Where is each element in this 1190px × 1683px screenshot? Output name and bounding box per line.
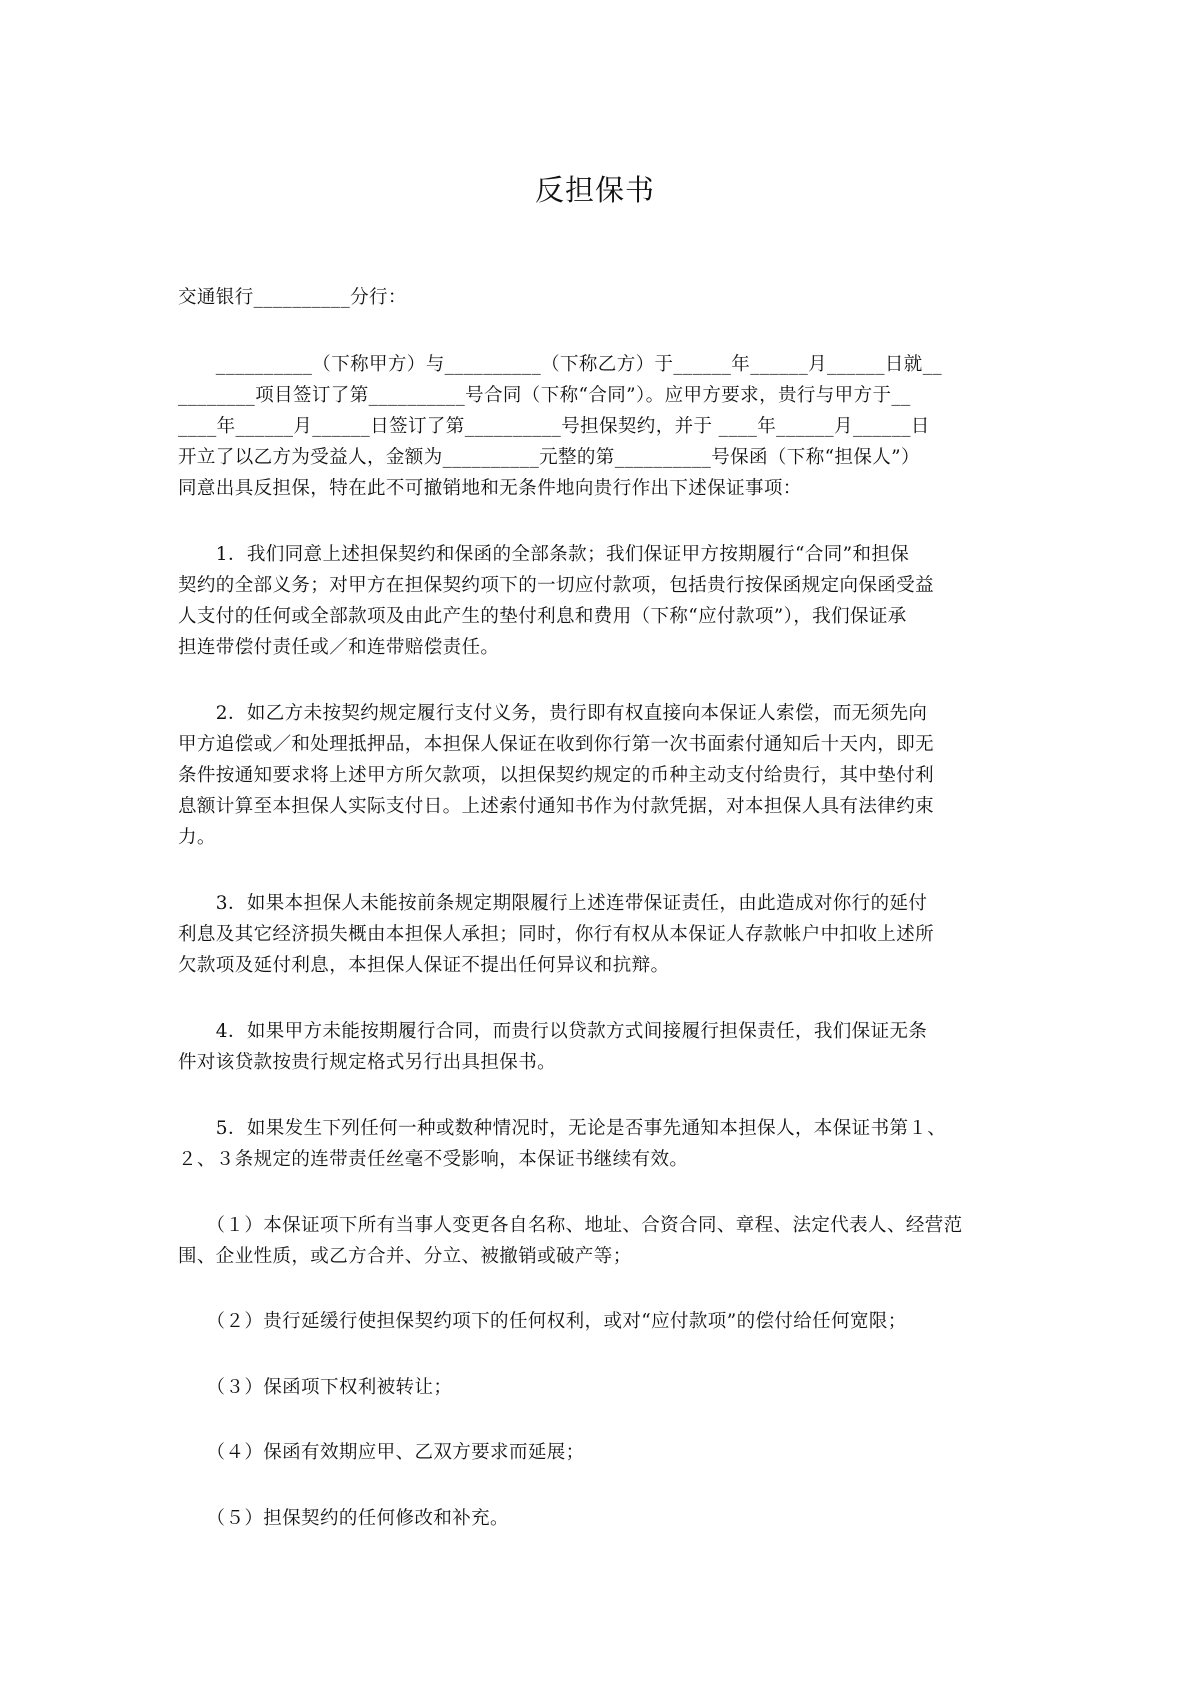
- clause-line: 契约的全部义务；对甲方在担保契约项下的一切应付款项，包括贵行按保函规定向保函受益: [178, 575, 935, 596]
- clause-line: 担连带偿付责任或／和连带赔偿责任。: [178, 637, 500, 658]
- clause-line: 力。: [178, 827, 216, 848]
- sub-item-5: （５）担保契约的任何修改和补充。: [178, 1508, 509, 1529]
- clause-line: 3．如果本担保人未能按前条规定期限履行上述连带保证责任，由此造成对你行的延付: [178, 893, 928, 914]
- clause-line: 利息及其它经济损失概由本担保人承担；同时，你行有权从本保证人存款帐户中扣收上述所: [178, 924, 935, 945]
- intro-line: ________项目签订了第__________号合同（下称“合同”）。应甲方要求，贵行与甲方于__: [178, 385, 911, 406]
- document-title: 反担保书: [534, 173, 655, 207]
- intro-line: 开立了以乙方为受益人，金额为__________元整的第__________号保函（下称“担保人”）: [178, 447, 920, 468]
- clause-line: 人支付的任何或全部款项及由此产生的垫付利息和费用（下称“应付款项”），我们保证承: [178, 606, 907, 627]
- clause-line: 4．如果甲方未能按期履行合同，而贵行以贷款方式间接履行担保责任，我们保证无条: [178, 1021, 928, 1042]
- clause-line: 息额计算至本担保人实际支付日。上述索付通知书作为付款凭据，对本担保人具有法律约束: [178, 796, 935, 817]
- sub-item-2: （２）贵行延缓行使担保契约项下的任何权利，或对“应付款项”的偿付给任何宽限；: [178, 1311, 907, 1332]
- clause-line: 甲方追偿或／和处理抵押品，本担保人保证在收到你行第一次书面索付通知后十天内，即无: [178, 734, 935, 755]
- clause-line: 5．如果发生下列任何一种或数种情况时，无论是否事先通知本担保人，本保证书第１、: [178, 1118, 947, 1139]
- sub-item-3: （３）保函项下权利被转让；: [178, 1377, 453, 1398]
- intro-line: __________（下称甲方）与__________（下称乙方）于______年______月______日就__: [178, 354, 943, 375]
- salutation: 交通银行__________分行：: [178, 287, 407, 308]
- sub-item-line: （１）本保证项下所有当事人变更各自名称、地址、合资合同、章程、法定代表人、经营范: [178, 1215, 963, 1236]
- sub-item-4: （４）保函有效期应甲、乙双方要求而延展；: [178, 1442, 585, 1463]
- intro-line: 同意出具反担保，特在此不可撤销地和无条件地向贵行作出下述保证事项：: [178, 478, 802, 499]
- intro-line: ____年______月______日签订了第__________号担保契约，并于 ____年______月______日: [178, 416, 930, 437]
- clause-line: 1．我们同意上述担保契约和保函的全部条款；我们保证甲方按期履行“合同”和担保: [178, 544, 910, 565]
- clause-line: 2．如乙方未按契约规定履行支付义务，贵行即有权直接向本保证人索偿，而无须先向: [178, 703, 928, 724]
- clause-line: ２、３条规定的连带责任丝毫不受影响，本保证书继续有效。: [178, 1149, 689, 1170]
- clause-line: 件对该贷款按贵行规定格式另行出具担保书。: [178, 1052, 557, 1073]
- clause-line: 欠款项及延付利息，本担保人保证不提出任何异议和抗辩。: [178, 955, 670, 976]
- sub-item-line: 围、企业性质，或乙方合并、分立、被撤销或破产等；: [178, 1246, 632, 1267]
- clause-line: 条件按通知要求将上述甲方所欠款项，以担保契约规定的币种主动支付给贵行，其中垫付利: [178, 765, 935, 786]
